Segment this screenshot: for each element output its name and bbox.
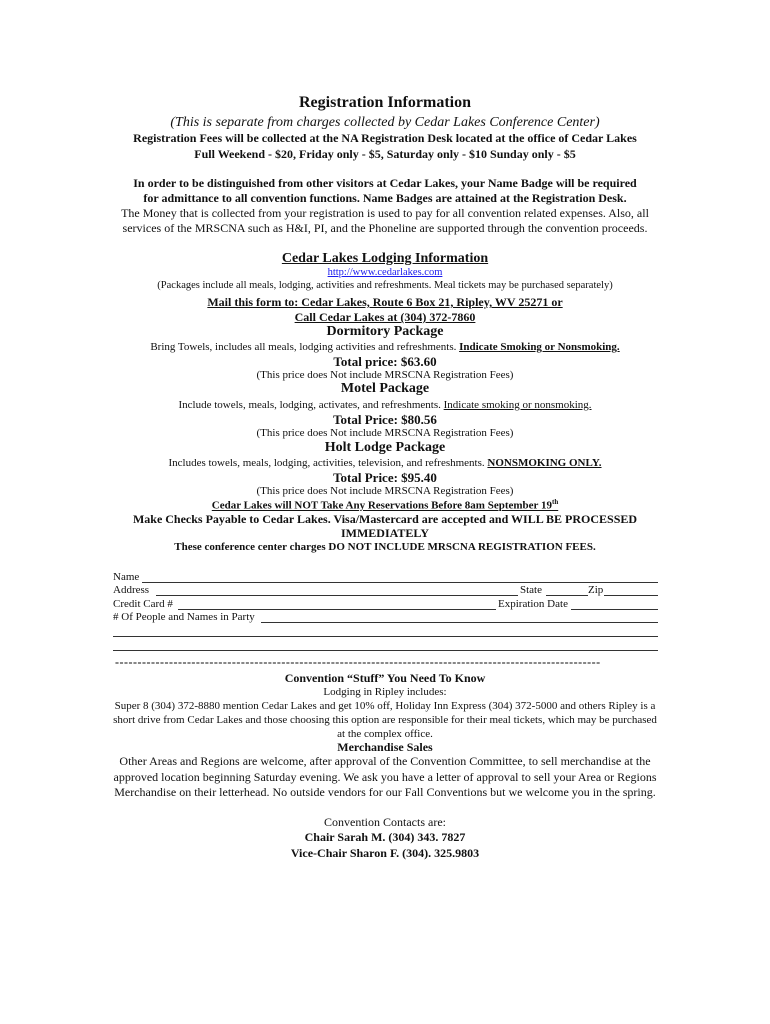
mail-line-2: Call Cedar Lakes at (304) 372-7860 <box>294 310 476 324</box>
people-field[interactable]: # Of People and Names in Party <box>113 611 255 623</box>
reservations-note: Cedar Lakes will NOT Take Any Reservations Before 8am September 19th <box>211 498 559 512</box>
credit-card-field[interactable]: Credit Card # Expiration Date <box>113 598 568 610</box>
state-label: State <box>520 584 542 596</box>
name-field[interactable]: Name <box>113 571 140 583</box>
dormitory-smoking-note: Indicate Smoking or Nonsmoking. <box>459 341 620 353</box>
conference-charges-note: These conference center charges DO NOT INCLUDE MRSCNA REGISTRATION FEES. <box>174 541 596 553</box>
expiration-label: Expiration Date <box>498 598 568 610</box>
stuff-heading: Convention “Stuff” You Need To Know <box>284 671 486 685</box>
chair-contact: Chair Sarah M. (304) 343. 7827 <box>304 830 466 844</box>
dormitory-package-desc: Bring Towels, includes all meals, lodging activities and refreshments. Indicate Smoking or Nonsmoking. <box>150 341 620 353</box>
checks-line-2: IMMEDIATELY <box>340 526 429 540</box>
motel-price: Total Price: $80.56 <box>333 412 437 427</box>
name-line <box>142 582 658 583</box>
address-line <box>156 595 518 596</box>
motel-package-heading: Motel Package <box>340 381 430 396</box>
holt-lodge-package-heading: Holt Lodge Package <box>324 440 446 455</box>
credit-card-line <box>178 609 496 610</box>
money-paragraph: The Money that is collected from your registration is used to pay for all convention related expenses. Also, all services of the MRSCNA such as H&I, PI, and the Phoneline are supported through the convention proceeds. <box>121 206 649 235</box>
zip-line[interactable] <box>604 595 658 596</box>
dormitory-price-note: (This price does Not include MRSCNA Registration Fees) <box>256 369 514 381</box>
holt-lodge-price: Total Price: $95.40 <box>333 470 437 485</box>
vice-chair-contact: Vice-Chair Sharon F. (304). 325.9803 <box>290 846 480 860</box>
ripley-lodging-label: Lodging in Ripley includes: <box>323 686 447 698</box>
mail-line-1: Mail this form to: Cedar Lakes, Route 6 Box 21, Ripley, WV 25271 or <box>207 295 563 309</box>
badge-line-2: for admittance to all convention functions. Name Badges are attained at the Registration Desk. <box>143 191 627 205</box>
zip-label: Zip <box>588 584 604 596</box>
dashed-divider: ------------------------------------------------------------------------------------------------------------ <box>115 655 601 669</box>
cedarlakes-link[interactable]: http://www.cedarlakes.com <box>327 267 443 278</box>
hotels-paragraph: Super 8 (304) 372-8880 mention Cedar Lakes and get 10% off, Holiday Inn Express (304) 372-5000 and others Ripley is a short drive from Cedar Lakes and those choosing this option are responsible for their meal tickets, which may be purchased at the complex office. <box>113 700 657 740</box>
contacts-label: Convention Contacts are: <box>324 815 446 829</box>
merchandise-heading: Merchandise Sales <box>337 740 433 754</box>
state-line[interactable] <box>546 595 588 596</box>
address-field[interactable]: Address State Zip <box>113 584 604 596</box>
people-line <box>261 622 658 623</box>
page-title: Registration Information <box>299 94 471 111</box>
holt-lodge-package-desc: Includes towels, meals, lodging, activities, television, and refreshments. NONSMOKING ONLY. <box>168 457 602 469</box>
blank-line-2[interactable] <box>113 650 658 651</box>
badge-line-1: In order to be distinguished from other visitors at Cedar Lakes, your Name Badge will be required <box>133 176 637 190</box>
motel-package-desc: Include towels, meals, lodging, activates, and refreshments. Indicate smoking or nonsmoking. <box>178 399 592 411</box>
motel-price-note: (This price does Not include MRSCNA Registration Fees) <box>256 427 514 439</box>
expiration-line[interactable] <box>571 609 658 610</box>
fees-line-2: Full Weekend - $20, Friday only - $5, Saturday only - $10 Sunday only - $5 <box>194 147 576 161</box>
dormitory-price: Total price: $63.60 <box>333 354 437 369</box>
packages-note: (Packages include all meals, lodging, activities and refreshments. Meal tickets may be purchased separately) <box>157 280 613 291</box>
checks-line-1: Make Checks Payable to Cedar Lakes. Visa/Mastercard are accepted and WILL BE PROCESSED <box>132 512 638 526</box>
fees-line-1: Registration Fees will be collected at the NA Registration Desk located at the office of Cedar Lakes <box>133 131 637 145</box>
holt-lodge-price-note: (This price does Not include MRSCNA Registration Fees) <box>256 485 514 497</box>
subtitle: (This is separate from charges collected by Cedar Lakes Conference Center) <box>170 115 600 130</box>
dormitory-package-heading: Dormitory Package <box>326 324 444 339</box>
lodging-heading: Cedar Lakes Lodging Information <box>281 251 489 266</box>
motel-smoking-note: Indicate smoking or nonsmoking. <box>443 399 592 411</box>
holt-smoking-note: NONSMOKING ONLY. <box>487 457 602 469</box>
blank-line-1[interactable] <box>113 636 658 637</box>
merchandise-paragraph: Other Areas and Regions are welcome, after approval of the Convention Committee, to sell merchandise at the approved location beginning Saturday evening. We ask you have a letter of approval to sell your Area or Regions Merchandise on their letterhead. No outside vendors for our Fall Conventions but we welcome you in the spring. <box>113 754 657 799</box>
